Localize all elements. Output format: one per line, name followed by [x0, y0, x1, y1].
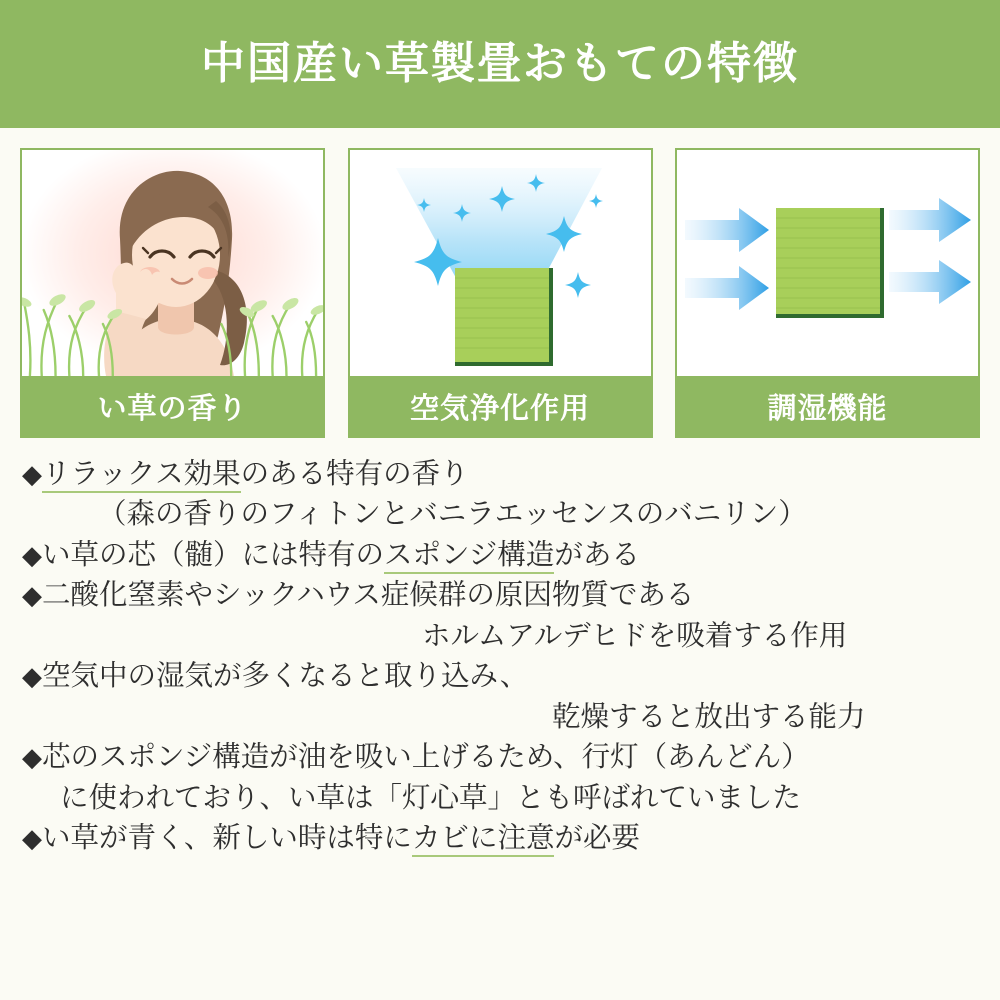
bullet-item — [22, 454, 978, 494]
humidity-arrows-illustration — [677, 150, 978, 376]
bullet-text: 芯のスポンジ構造が油を吸い上げるため、行灯（あんどん） — [42, 741, 810, 774]
bullet-item — [22, 575, 978, 615]
bullet-marker: ◆ — [22, 539, 42, 570]
bullet-item — [22, 697, 978, 737]
bullet-text: 空気中の湿気が多くなると取り込み、 — [42, 660, 529, 693]
page-header — [0, 0, 1000, 128]
bullet-item — [22, 616, 978, 656]
bullet-marker: ◆ — [22, 742, 42, 773]
bullet-text: い草が青く、新しい時は特に — [42, 822, 412, 855]
bullet-text: 二酸化窒素やシックハウス症候群の原因物質である — [42, 579, 695, 612]
page-title: 中国産い草製畳おもての特徴 — [201, 39, 799, 88]
bullet-highlight: リラックス効果 — [42, 458, 241, 493]
feature-card-scent — [20, 148, 325, 438]
humidity-arrow-mat-icon — [677, 150, 978, 376]
bullet-item — [22, 494, 978, 534]
feature-bullet-list — [0, 438, 1000, 859]
bullet-text: い草の芯（髄）には特有の — [42, 538, 385, 571]
bullet-highlight: スポンジ構造 — [384, 539, 554, 574]
card-caption-scent: い草の香り — [22, 376, 323, 436]
sparkle-air-purify-illustration — [350, 150, 651, 376]
bullet-marker: ◆ — [22, 459, 42, 489]
grass-decoration-icon — [22, 266, 323, 376]
bullet-marker: ◆ — [22, 823, 42, 854]
woman-smelling-grass-illustration — [22, 150, 323, 376]
bullet-text: に使われており、い草は「灯心草」とも呼ばれていました — [60, 781, 802, 814]
bullet-text: がある — [554, 538, 640, 571]
feature-card-humidity — [675, 148, 980, 438]
bullet-marker: ◆ — [22, 661, 42, 692]
bullet-item — [22, 778, 978, 818]
sparkle-mat-icon — [350, 150, 651, 376]
card-caption-humidity: 調湿機能 — [677, 376, 978, 436]
bullet-text: ホルムアルデヒドを吸着する作用 — [422, 619, 848, 652]
bullet-item — [22, 737, 978, 777]
bullet-highlight: カビに注意 — [412, 822, 555, 857]
bullet-text: （森の香りのフィトンとバニラエッセンスのバニリン） — [98, 498, 807, 531]
bullet-item — [22, 656, 978, 696]
bullet-text: のある特有の香り — [240, 458, 469, 490]
feature-card-row — [0, 128, 1000, 438]
bullet-item — [22, 535, 978, 575]
bullet-text: が必要 — [554, 822, 640, 855]
bullet-text: 乾燥すると放出する能力 — [552, 700, 866, 733]
card-caption-air-purify: 空気浄化作用 — [350, 376, 651, 436]
feature-card-air-purify — [348, 148, 653, 438]
bullet-marker: ◆ — [22, 580, 42, 611]
bullet-item — [22, 818, 978, 858]
